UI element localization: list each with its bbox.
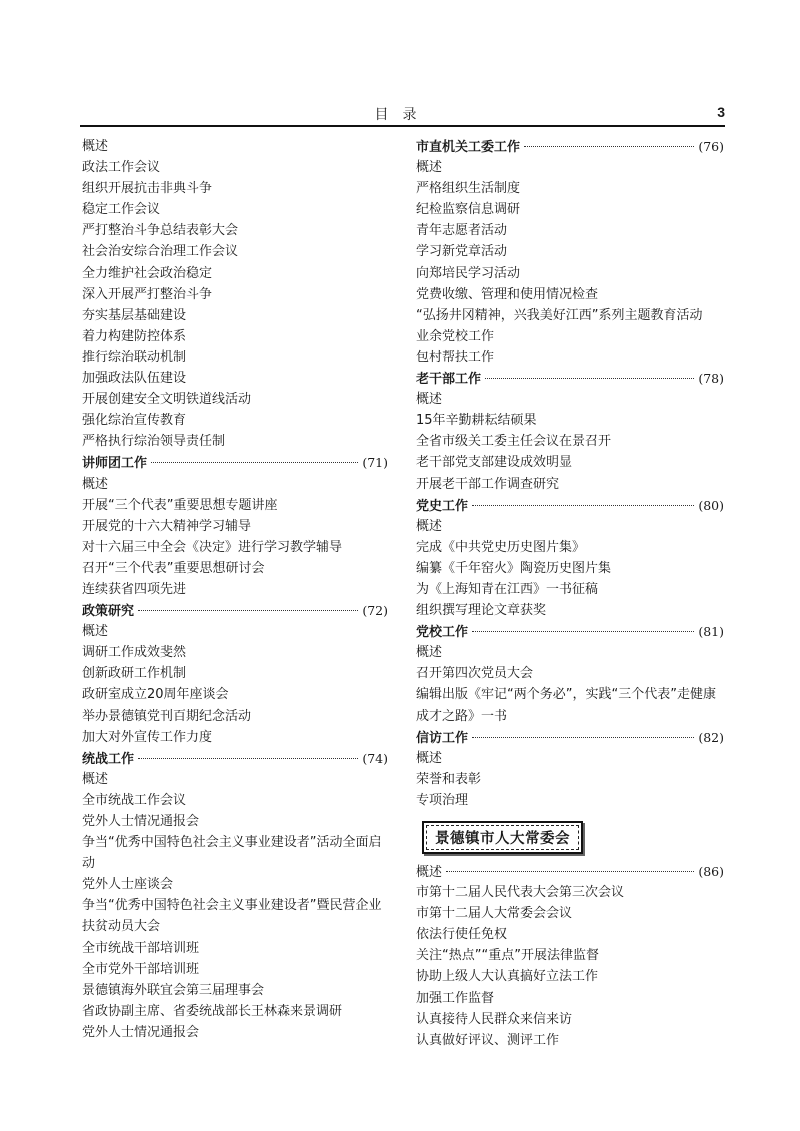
toc-entry[interactable]: 全市统战干部培训班 <box>82 940 200 956</box>
toc-entry[interactable]: 认真做好评议、测评工作 <box>416 1032 560 1048</box>
toc-entry[interactable]: 概述 <box>82 771 109 787</box>
toc-entry[interactable]: 市第十二届人大常委会会议 <box>416 906 573 922</box>
toc-entry[interactable]: 加强工作监督 <box>416 990 495 1006</box>
toc-section-title: 政策研究 <box>82 604 135 620</box>
toc-entry[interactable]: 政法工作会议 <box>82 160 161 176</box>
toc-entry[interactable]: 编纂《千年窑火》陶瓷历史图片集 <box>416 560 612 576</box>
toc-entry[interactable]: 召开第四次党员大会 <box>416 666 534 682</box>
section-banner-title: 景德镇市人大常委会 <box>426 825 579 850</box>
toc-entry[interactable]: 概述 <box>82 624 109 640</box>
toc-page-number: (82) <box>698 729 724 745</box>
toc-entry[interactable]: 严打整治斗争总结表彰大会 <box>82 223 239 239</box>
toc-leader-dots <box>472 737 694 738</box>
toc-entry[interactable]: 严格执行综治领导责任制 <box>82 434 226 450</box>
toc-section-title: 老干部工作 <box>416 372 482 388</box>
toc-entry[interactable]: 夯实基层基础建设 <box>82 307 187 323</box>
toc-entry[interactable]: 争当“优秀中国特色社会主义事业建设者”暨民营企业扶贫动员大会 <box>82 898 382 935</box>
toc-section-heading[interactable] <box>82 748 388 769</box>
toc-entry[interactable]: 纪检监察信息调研 <box>416 202 521 218</box>
toc-leader-dots <box>138 758 358 759</box>
toc-entry[interactable]: 召开“三个代表”重要思想研讨会 <box>82 560 265 576</box>
toc-entry[interactable]: 组织开展抗击非典斗争 <box>82 181 213 197</box>
section-banner <box>422 823 724 851</box>
toc-page-number: (86) <box>698 864 724 879</box>
toc-entry[interactable]: 对十六届三中全会《决定》进行学习教学辅导 <box>82 539 343 555</box>
toc-entry[interactable]: “弘扬井冈精神，兴我美好江西”系列主题教育活动 <box>416 307 703 323</box>
toc-entry[interactable]: 严格组织生活制度 <box>416 181 521 197</box>
toc-leader-dots <box>472 505 694 506</box>
toc-entry[interactable]: 概述 <box>82 476 109 492</box>
toc-section-heading[interactable] <box>416 621 724 642</box>
toc-entry[interactable]: 全省市级关工委主任会议在景召开 <box>416 434 612 450</box>
toc-entry[interactable]: 专项治理 <box>416 792 469 808</box>
toc-entry[interactable]: 举办景德镇党刊百期纪念活动 <box>82 708 252 724</box>
toc-entry[interactable]: 协助上级人大认真搞好立法工作 <box>416 969 599 985</box>
toc-entry[interactable]: 加强政法队伍建设 <box>82 371 187 387</box>
toc-entry[interactable]: 连续获省四项先进 <box>82 581 187 597</box>
toc-entry[interactable]: 创新政研工作机制 <box>82 666 187 682</box>
toc-entry[interactable]: 省政协副主席、省委统战部长王林森来景调研 <box>82 1003 343 1019</box>
toc-entry[interactable]: 党外人士座谈会 <box>82 877 174 893</box>
toc-entry[interactable]: 概述 <box>416 645 443 661</box>
toc-entry[interactable]: 全市党外干部培训班 <box>82 961 200 977</box>
toc-entry[interactable]: 编辑出版《牢记“两个务必”，实践“三个代表”走健康成才之路》一书 <box>416 687 716 724</box>
toc-page-number: (80) <box>698 497 724 513</box>
header-title: 目录 <box>374 107 431 123</box>
toc-entry[interactable]: 包村帮扶工作 <box>416 349 495 365</box>
toc-entry[interactable]: 开展老干部工作调查研究 <box>416 476 560 492</box>
toc-entry[interactable]: 社会治安综合治理工作会议 <box>82 244 239 260</box>
toc-entry[interactable]: 老干部党支部建设成效明显 <box>416 455 573 471</box>
page-header <box>80 104 725 124</box>
toc-section-heading[interactable] <box>416 495 724 516</box>
right-column <box>416 136 724 1051</box>
toc-entry[interactable]: 加大对外宣传工作力度 <box>82 729 213 745</box>
toc-leader-dots <box>446 871 694 872</box>
toc-entry[interactable]: 争当“优秀中国特色社会主义事业建设者”活动全面启动 <box>82 835 382 872</box>
section-banner-frame <box>422 821 583 854</box>
toc-section-title: 信访工作 <box>416 730 469 746</box>
toc-entry[interactable]: 开展党的十六大精神学习辅导 <box>82 518 252 534</box>
toc-entry[interactable]: 党外人士情况通报会 <box>82 814 200 829</box>
toc-entry[interactable]: 深入开展严打整治斗争 <box>82 286 213 302</box>
toc-entry[interactable]: 强化综治宣传教育 <box>82 413 187 429</box>
toc-entry[interactable]: 关注“热点”“重点”开展法律监督 <box>416 948 599 964</box>
toc-entry[interactable]: 15年辛勤耕耘结硕果 <box>416 413 537 429</box>
toc-entry[interactable]: 市第十二届人民代表大会第三次会议 <box>416 885 625 901</box>
toc-entry[interactable]: 全力维护社会政治稳定 <box>82 265 213 281</box>
toc-entry[interactable]: 党外人士情况通报会 <box>82 1024 200 1040</box>
toc-section-title: 概述 <box>416 865 443 880</box>
toc-page-number: (76) <box>698 139 724 154</box>
toc-entry[interactable]: 概述 <box>416 392 443 408</box>
toc-entry[interactable]: 认真接待人民群众来信来访 <box>416 1011 573 1027</box>
toc-entry[interactable]: 开展创建安全文明铁道线活动 <box>82 392 252 408</box>
left-column <box>82 136 388 1043</box>
toc-entry[interactable]: 荣誉和表彰 <box>416 771 482 787</box>
toc-page-number: (74) <box>362 750 388 766</box>
toc-entry[interactable]: 完成《中共党史历史图片集》 <box>416 539 586 555</box>
toc-section-title: 市直机关工委工作 <box>416 140 521 155</box>
toc-entry[interactable]: 党费收缴、管理和使用情况检查 <box>416 286 599 302</box>
toc-entry[interactable]: 依法行使任免权 <box>416 927 508 943</box>
toc-entry[interactable]: 组织撰写理论文章获奖 <box>416 603 547 619</box>
toc-entry[interactable]: 业余党校工作 <box>416 328 495 344</box>
toc-section-heading[interactable] <box>82 600 388 621</box>
toc-entry[interactable]: 着力构建防控体系 <box>82 328 187 344</box>
toc-entry[interactable]: 向郑培民学习活动 <box>416 265 521 281</box>
toc-section-heading[interactable] <box>416 727 724 748</box>
toc-entry[interactable]: 推行综治联动机制 <box>82 349 187 365</box>
toc-entry[interactable]: 青年志愿者活动 <box>416 223 508 239</box>
toc-entry[interactable]: 开展“三个代表”重要思想专题讲座 <box>82 497 278 513</box>
toc-leader-dots <box>151 462 358 463</box>
toc-section-heading[interactable] <box>416 368 724 389</box>
toc-entry[interactable]: 学习新党章活动 <box>416 244 508 260</box>
toc-entry[interactable]: 稳定工作会议 <box>82 202 161 218</box>
toc-page-number: (71) <box>362 455 388 471</box>
toc-section-heading[interactable] <box>416 861 724 882</box>
toc-page-number: (81) <box>698 624 724 640</box>
toc-entry[interactable]: 概述 <box>416 160 443 176</box>
toc-entry[interactable]: 景德镇海外联宜会第三届理事会 <box>82 982 265 998</box>
header-rule <box>80 125 725 127</box>
toc-entry[interactable]: 概述 <box>82 139 109 154</box>
toc-leader-dots <box>138 610 358 611</box>
toc-leader-dots <box>485 378 694 379</box>
toc-section-title: 统战工作 <box>82 751 135 767</box>
toc-entry[interactable]: 为《上海知青在江西》一书征稿 <box>416 581 599 597</box>
header-page-number: 3 <box>717 104 725 120</box>
toc-entry[interactable]: 调研工作成效斐然 <box>82 645 187 661</box>
toc-entry[interactable]: 政研室成立20周年座谈会 <box>82 687 229 703</box>
toc-page-number: (78) <box>698 371 724 387</box>
toc-leader-dots <box>472 631 694 632</box>
toc-entry[interactable]: 全市统战工作会议 <box>82 792 187 808</box>
toc-section-heading[interactable] <box>82 452 388 473</box>
toc-leader-dots <box>524 146 694 147</box>
toc-entry[interactable]: 概述 <box>416 518 443 534</box>
toc-section-heading[interactable] <box>416 136 724 157</box>
toc-section-title: 党校工作 <box>416 625 469 641</box>
toc-page-number: (72) <box>362 603 388 619</box>
toc-section-title: 讲师团工作 <box>82 456 148 472</box>
toc-section-title: 党史工作 <box>416 498 469 514</box>
toc-entry[interactable]: 概述 <box>416 750 443 766</box>
